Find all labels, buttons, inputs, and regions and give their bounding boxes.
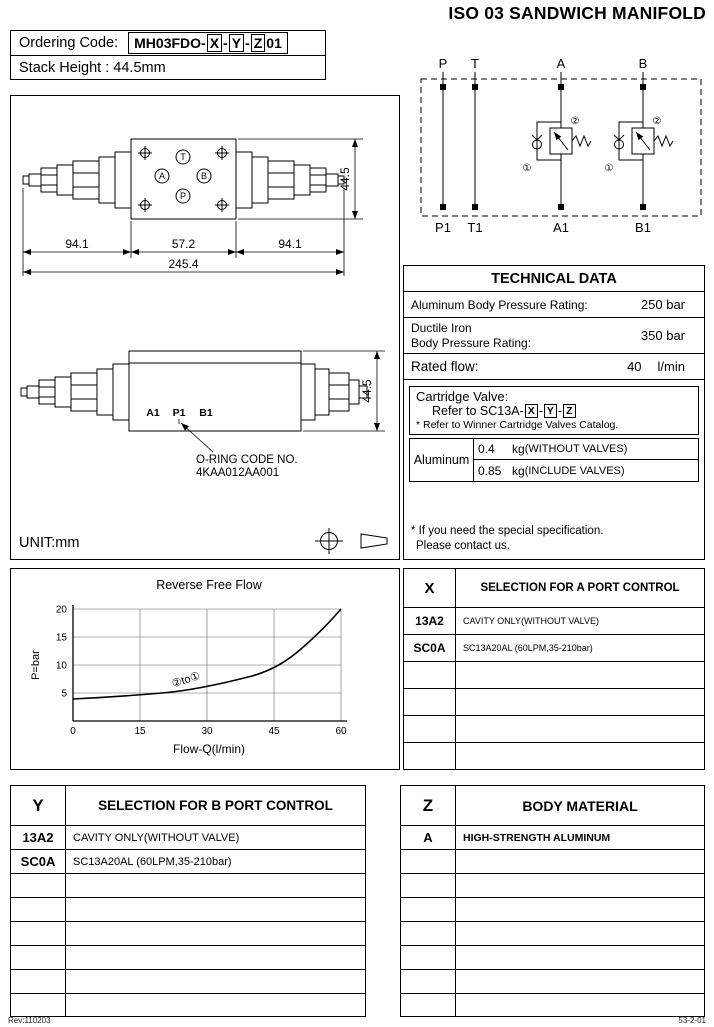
- stack-height-row: [10, 56, 326, 80]
- chart-title: Reverse Free Flow: [156, 578, 262, 592]
- empty-row: [401, 922, 704, 946]
- left-cartridge-plug: [23, 152, 131, 208]
- empty-row: [404, 743, 704, 769]
- code-z: Z: [251, 34, 266, 52]
- mark-2-a: ②: [570, 116, 580, 127]
- weight-unit-2: kg: [512, 463, 525, 478]
- cartridge-catalog-note: * Refer to Winner Cartridge Valves Catalog.: [416, 419, 619, 432]
- mark-1-a: ①: [522, 163, 532, 174]
- mark-2-b: ②: [652, 116, 662, 127]
- x-selection-table: [403, 568, 705, 770]
- chart-ylabel: P=bar: [30, 650, 42, 680]
- weight-value-1: 0.4: [478, 442, 495, 457]
- z-row-a-desc: HIGH-STRENGTH ALUMINUM: [463, 831, 611, 844]
- z-table-header: [401, 786, 704, 826]
- weight-row-include-valves: [474, 460, 698, 481]
- y-tick-labels: [56, 605, 68, 700]
- dim-total-label: 245.4: [168, 257, 199, 271]
- weight-table: [409, 438, 699, 482]
- oring-code-line2: 4KAA012AA001: [196, 467, 280, 479]
- empty-row: [401, 898, 704, 922]
- y-row-13a2-code: 13A2: [11, 826, 66, 849]
- xtick-30: 30: [201, 726, 213, 737]
- cartridge-sep1: -: [538, 404, 543, 419]
- chart-grid: [73, 609, 341, 721]
- oring-code-line1: O-RING CODE NO.: [196, 454, 298, 466]
- port-a1-label: A1: [146, 407, 160, 419]
- right-cartridge-plug: [236, 152, 344, 208]
- weight-desc-1: (WITHOUT VALVES): [524, 443, 628, 456]
- page-title: ISO 03 SANDWICH MANIFOLD: [448, 3, 706, 23]
- port-b1-label: B1: [199, 407, 213, 419]
- code-sep1: -: [223, 35, 228, 51]
- cartridge-x: X: [525, 404, 538, 418]
- z-table-key: Z: [401, 786, 456, 825]
- empty-row: [404, 662, 704, 689]
- x-row-13a2-desc: CAVITY ONLY(WITHOUT VALVE): [463, 616, 600, 626]
- chart-xlabel: Flow-Q(l/min): [173, 742, 245, 756]
- table-row: [404, 635, 704, 662]
- stack-height-label: Stack Height : 44.5mm: [19, 59, 166, 76]
- cartridge-valve-box: [409, 386, 699, 435]
- special-spec-note-line2: Please contact us.: [416, 540, 510, 553]
- projection-symbol: [311, 526, 399, 556]
- table-row: [404, 608, 704, 635]
- empty-row: [11, 970, 365, 994]
- y-table-key: Y: [11, 786, 66, 825]
- y-table-header: [11, 786, 365, 826]
- table-row: [401, 826, 704, 850]
- y-row-13a2-desc: CAVITY ONLY(WITHOUT VALVE): [73, 831, 240, 844]
- port-letters: [159, 152, 207, 201]
- side-body-outline: [129, 351, 301, 431]
- footer-revision-code: Rev:110203: [8, 1016, 51, 1025]
- drawing-panel: [10, 95, 400, 560]
- curve-annotation: ②to①: [170, 669, 202, 691]
- empty-row: [401, 946, 704, 970]
- y-selection-table: [10, 785, 366, 1017]
- x-row-sc0a-desc: SC13A20AL (60LPM,35-210bar): [463, 643, 593, 653]
- weight-desc-2: (INCLUDE VALVES): [524, 464, 625, 477]
- x-tick-labels: [70, 726, 347, 737]
- cartridge-valve-ref: [416, 404, 692, 418]
- schematic-port-t1: T1: [467, 220, 483, 235]
- cartridge-sep2: -: [557, 404, 563, 419]
- x-table-title: SELECTION FOR A PORT CONTROL: [480, 582, 680, 594]
- port-lines: [443, 72, 643, 204]
- chart-axes: [73, 605, 347, 721]
- ytick-20: 20: [55, 604, 67, 616]
- empty-row: [404, 716, 704, 743]
- schematic-port-a1: A1: [553, 220, 569, 235]
- empty-row: [11, 874, 365, 898]
- rated-flow-row: [404, 354, 704, 380]
- special-spec-note-line1: * If you need the special specification.: [411, 525, 604, 538]
- empty-row: [401, 850, 704, 874]
- code-suffix: 01: [266, 35, 282, 51]
- ordering-code-box: [10, 30, 326, 80]
- technical-data-panel: [403, 265, 705, 560]
- xtick-60: 60: [335, 726, 347, 737]
- cartridge-valve-title: Cartridge Valve:: [416, 389, 509, 404]
- empty-row: [11, 946, 365, 970]
- cartridge-y: Y: [544, 404, 557, 418]
- schematic-port-a: A: [556, 56, 566, 71]
- dim-left-label: 94.1: [65, 237, 89, 251]
- xtick-45: 45: [268, 726, 280, 737]
- z-row-a-code: A: [401, 826, 456, 849]
- reverse-free-flow-chart: [11, 569, 399, 769]
- iron-rating-label: [411, 321, 531, 350]
- xtick-15: 15: [134, 726, 146, 737]
- dimension-lines: [23, 139, 363, 276]
- code-x: X: [207, 34, 222, 52]
- port-p1-label: P1: [172, 407, 186, 419]
- aluminum-rating-label: Aluminum Body Pressure Rating:: [411, 297, 588, 312]
- rated-flow-label: Rated flow:: [411, 359, 479, 374]
- z-body-material-table: [400, 785, 705, 1017]
- ordering-code-row: [10, 30, 326, 56]
- schematic-port-t: T: [471, 56, 479, 71]
- port-a-label: A: [158, 171, 166, 181]
- weight-unit-1: kg: [512, 442, 525, 457]
- empty-row: [11, 994, 365, 1016]
- weight-row-without-valves: [474, 439, 698, 460]
- cartridge-ref-prefix: Refer to SC13A-: [432, 404, 524, 419]
- port-p-label: P: [179, 191, 187, 201]
- schematic-port-b: B: [638, 56, 648, 71]
- ytick-15: 15: [55, 632, 67, 644]
- side-dim-height-label: 44.5: [360, 379, 374, 403]
- weight-rows: [474, 439, 698, 481]
- empty-row: [401, 994, 704, 1016]
- mark-1-b: ①: [604, 163, 614, 174]
- manifold-body-outline: [131, 139, 236, 219]
- hydraulic-schematic: [413, 56, 707, 248]
- pressure-rating-aluminum-row: [404, 292, 704, 318]
- b-port-valve: [614, 114, 673, 174]
- iron-rating-label-line1: Ductile Iron: [411, 321, 472, 336]
- y-row-sc0a-code: SC0A: [11, 850, 66, 873]
- empty-row: [404, 689, 704, 716]
- table-row: [11, 850, 365, 874]
- code-y: Y: [229, 34, 244, 52]
- x-table-key: X: [404, 569, 456, 607]
- schematic-port-p: P: [438, 56, 448, 71]
- cartridge-z: Z: [563, 404, 575, 418]
- a-port-valve: [532, 114, 591, 174]
- code-sep2: -: [245, 35, 250, 51]
- empty-row: [401, 970, 704, 994]
- dim-height-label: 44.5: [338, 167, 352, 191]
- dim-right-label: 94.1: [278, 237, 302, 251]
- schematic-top-labels: [439, 56, 648, 71]
- technical-data-title: TECHNICAL DATA: [404, 266, 704, 292]
- flow-chart-panel: [10, 568, 400, 770]
- y-table-title: SELECTION FOR B PORT CONTROL: [98, 798, 333, 813]
- weight-material-cell: Aluminum: [410, 439, 474, 481]
- iron-rating-label-line2: Body Pressure Rating:: [411, 335, 532, 350]
- dim-center-label: 57.2: [171, 237, 196, 251]
- ytick-5: 5: [61, 688, 67, 700]
- unit-label: UNIT:mm: [19, 535, 80, 551]
- side-left-plug: [21, 364, 129, 420]
- oring-note: [196, 454, 298, 479]
- iron-rating-value: 350 bar: [640, 328, 685, 343]
- xtick-0: 0: [70, 726, 76, 737]
- rated-flow-number: 40: [627, 359, 642, 374]
- schematic-port-p1: P1: [435, 220, 451, 235]
- footer-page-number: 53-2-01: [678, 1016, 706, 1025]
- code-prefix: MH03FDO-: [134, 35, 206, 51]
- port-t-label: T: [180, 152, 186, 162]
- valve-sequence-marks: [523, 116, 662, 174]
- ytick-10: 10: [55, 660, 67, 672]
- rated-flow-unit: l/min: [657, 359, 685, 374]
- x-table-header: [404, 569, 704, 608]
- schematic-port-b1: B1: [635, 220, 651, 235]
- z-table-title: BODY MATERIAL: [522, 797, 638, 814]
- empty-row: [11, 922, 365, 946]
- x-row-13a2-code: 13A2: [404, 608, 456, 634]
- side-port-labels: [146, 407, 213, 419]
- cone-symbol-icon: [361, 534, 387, 548]
- table-row: [11, 826, 365, 850]
- pressure-rating-iron-row: [404, 318, 704, 354]
- top-view-drawing: [11, 124, 399, 284]
- y-row-sc0a-desc: SC13A20AL (60LPM,35-210bar): [73, 855, 232, 868]
- empty-row: [401, 874, 704, 898]
- special-spec-note: [411, 524, 603, 554]
- side-right-plug: [301, 364, 367, 420]
- x-row-sc0a-code: SC0A: [404, 635, 456, 661]
- side-dimension-lines: [179, 351, 385, 452]
- empty-row: [11, 898, 365, 922]
- ordering-code-value: [128, 32, 288, 54]
- port-b-label: B: [200, 171, 208, 181]
- side-view-drawing: [11, 336, 399, 486]
- weight-value-2: 0.85: [478, 463, 502, 478]
- rated-flow-value: [627, 359, 697, 374]
- ordering-code-label: Ordering Code:: [19, 35, 119, 51]
- schematic-bottom-labels: [435, 220, 651, 235]
- aluminum-rating-value: 250 bar: [640, 297, 685, 312]
